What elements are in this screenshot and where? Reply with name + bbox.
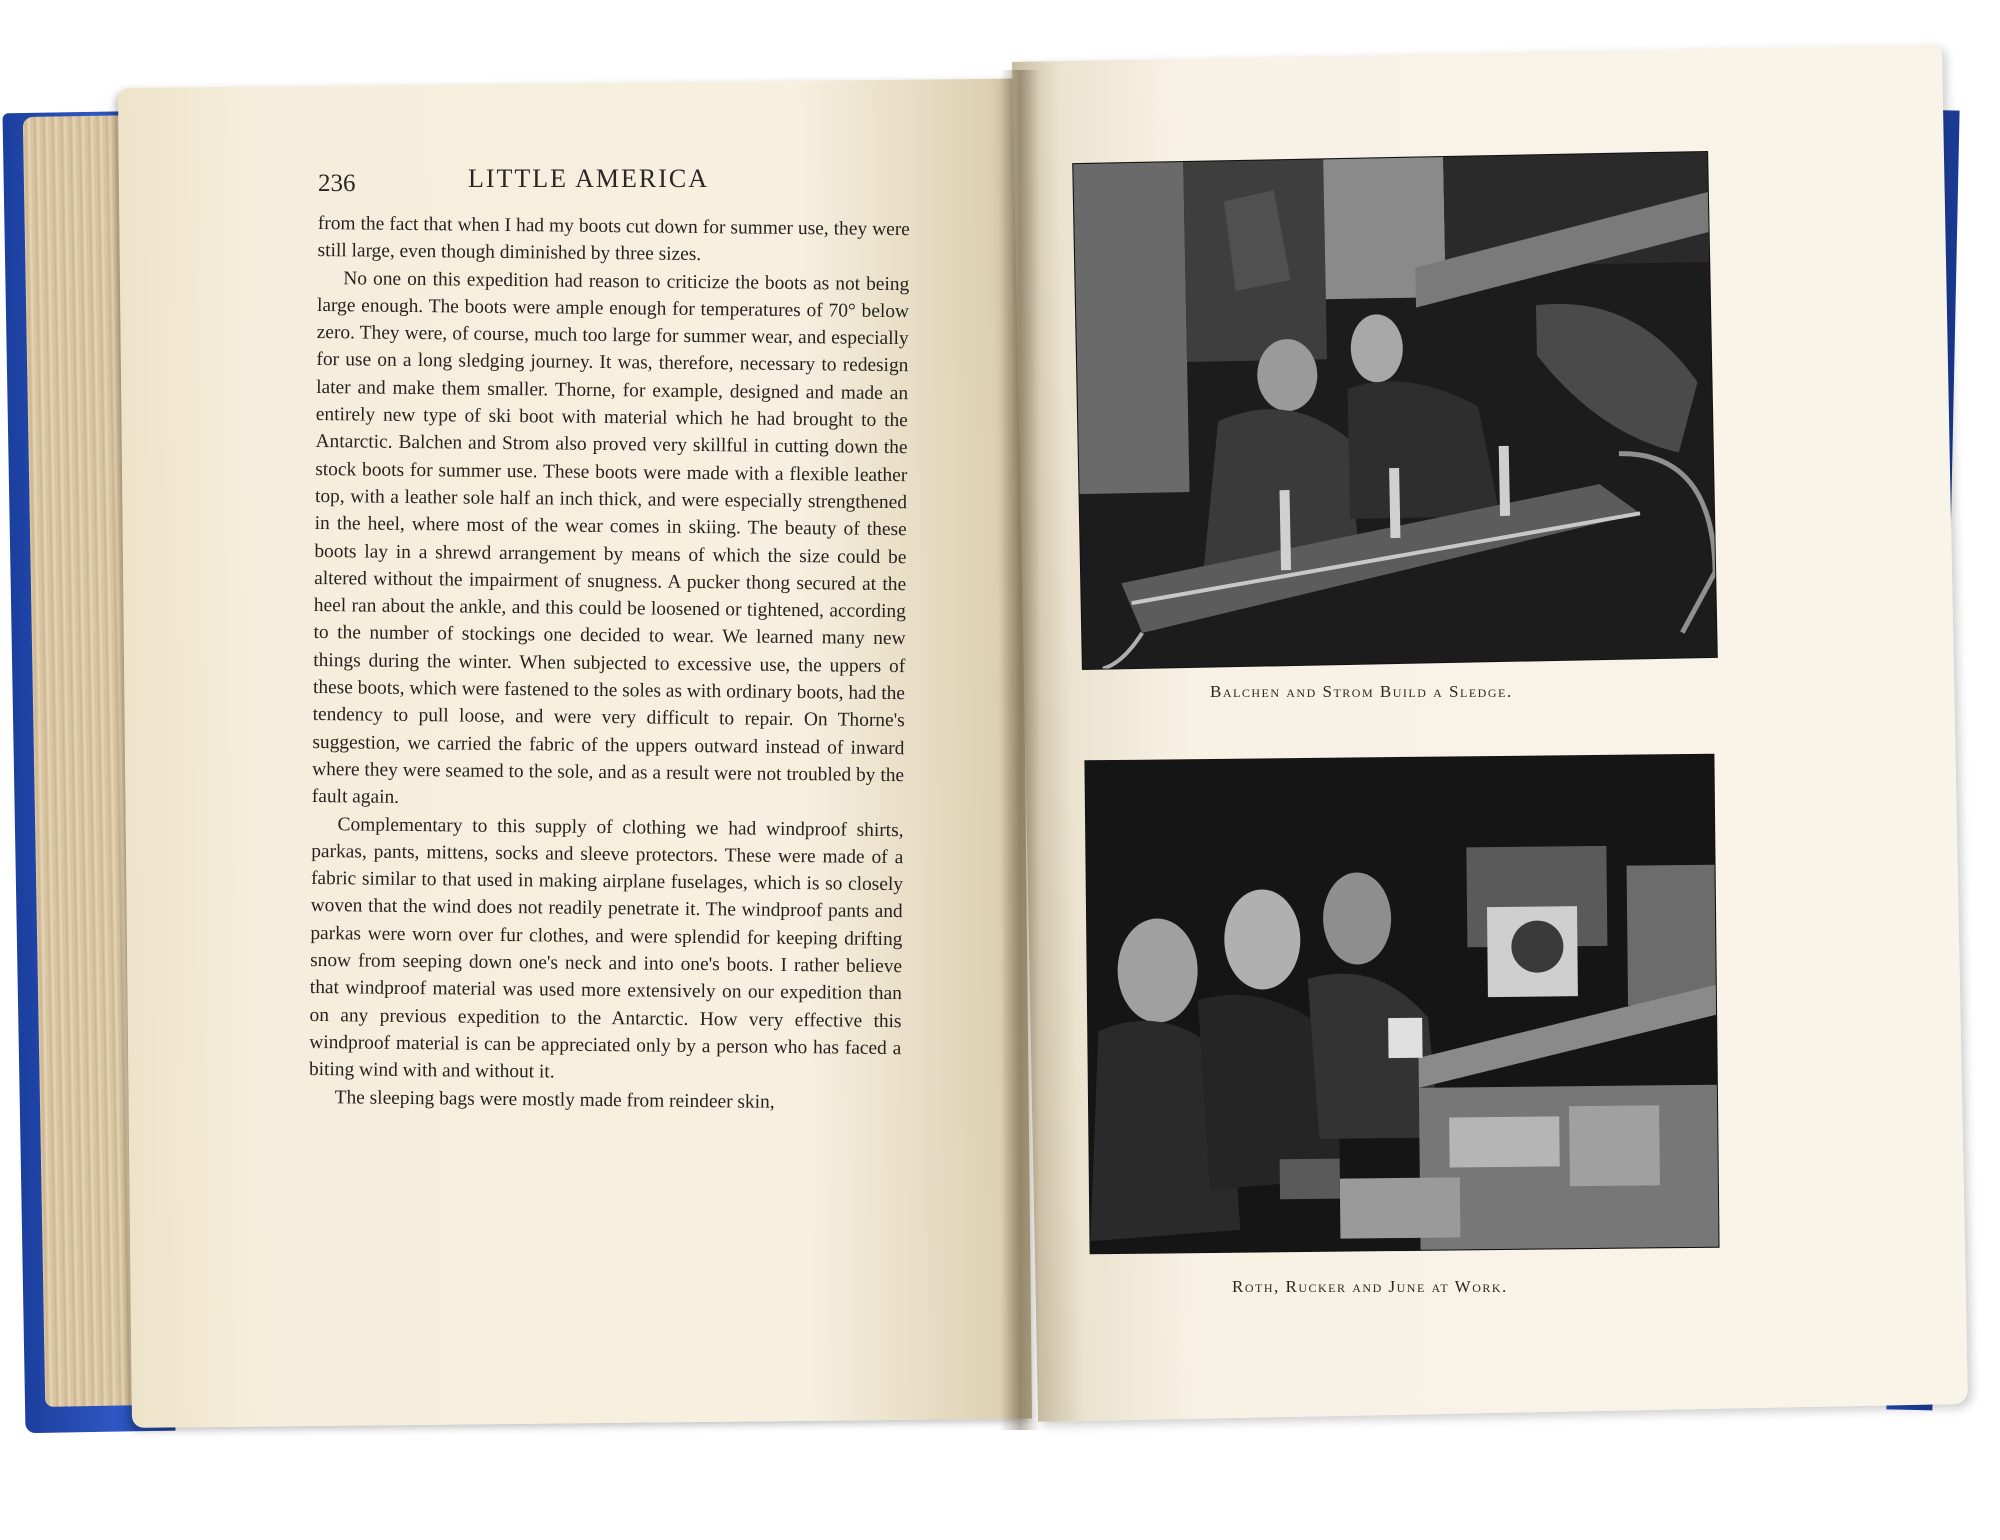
body-text	[309, 210, 910, 1117]
photo-sledge-illustration	[1073, 152, 1717, 669]
book-gutter	[1000, 70, 1040, 1430]
running-title: LITTLE AMERICA	[468, 164, 710, 193]
paragraph: The sleeping bags were mostly made from reindeer skin,	[334, 1086, 775, 1113]
page-number: 236	[318, 170, 356, 197]
photo-sledge-building	[1073, 152, 1717, 669]
photo-workshop-illustration	[1085, 755, 1718, 1254]
photo-caption-1: Balchen and Strom Build a Sledge.	[1210, 682, 1513, 701]
photo-workshop	[1085, 755, 1718, 1254]
page-header	[318, 160, 918, 200]
paragraph: Complementary to this supply of clothing we had windproof shirts, parkas, pants, mittens, socks and sleeve protectors. These were made of a fabric similar to that used in making airplane fuselages, which is so closely woven that the wind does not readily penetrate it. The windproof pants and parkas were worn over fur clothes, and were splendid for keeping drifting snow from seeping down one's neck and into one's boots. I rather believe that windproof material was used more extensively on our expedition than on any previous expedition to the Antarctic. How very effective this windproof material is can be appreciated only by a person who has faced a biting wind with and without it.	[308, 813, 904, 1083]
paragraph: No one on this expedition had reason to criticize the boots as not being large enough. The boots were ample enough for temperatures of 70° below zero. They were, of course, much too large for summer wear, and especially for use on a long sledging journey. It was, therefore, necessary to redesign later and make them smaller. Thorne, for example, designed and made an entirely new type of ski boot with material which he had brought to the Antarctic. Balchen and Strom also proved very skillful in cutting down the stock boots for summer use. These boots were made with a flexible leather top, with a leather sole half an inch thick, and were especially strengthened in the heel, where most of the wear comes in skiing. The beauty of these boots lay in a shrewd arrangement by means of which the size could be altered without the impairment of snugness. A pucker thong secured at the heel ran about the ankle, and this could be loosened or tightened, according to the number of stockings one decided to wear. We learned many new things during the winter. When subjected to excessive use, the uppers of these boots, which were fastened to the soles as with ordinary boots, had the tendency to pull loose, and were very difficult to repair. On Thorne's suggestion, we carried the fabric of the uppers outward instead of inward where they were seamed to the sole, and as a result were not troubled by the fault again.	[311, 267, 910, 809]
paragraph: from the fact that when I had my boots cut down for summer use, they were still large, even though diminished by three sizes.	[317, 212, 910, 266]
photo-caption-2: Roth, Rucker and June at Work.	[1232, 1277, 1508, 1296]
